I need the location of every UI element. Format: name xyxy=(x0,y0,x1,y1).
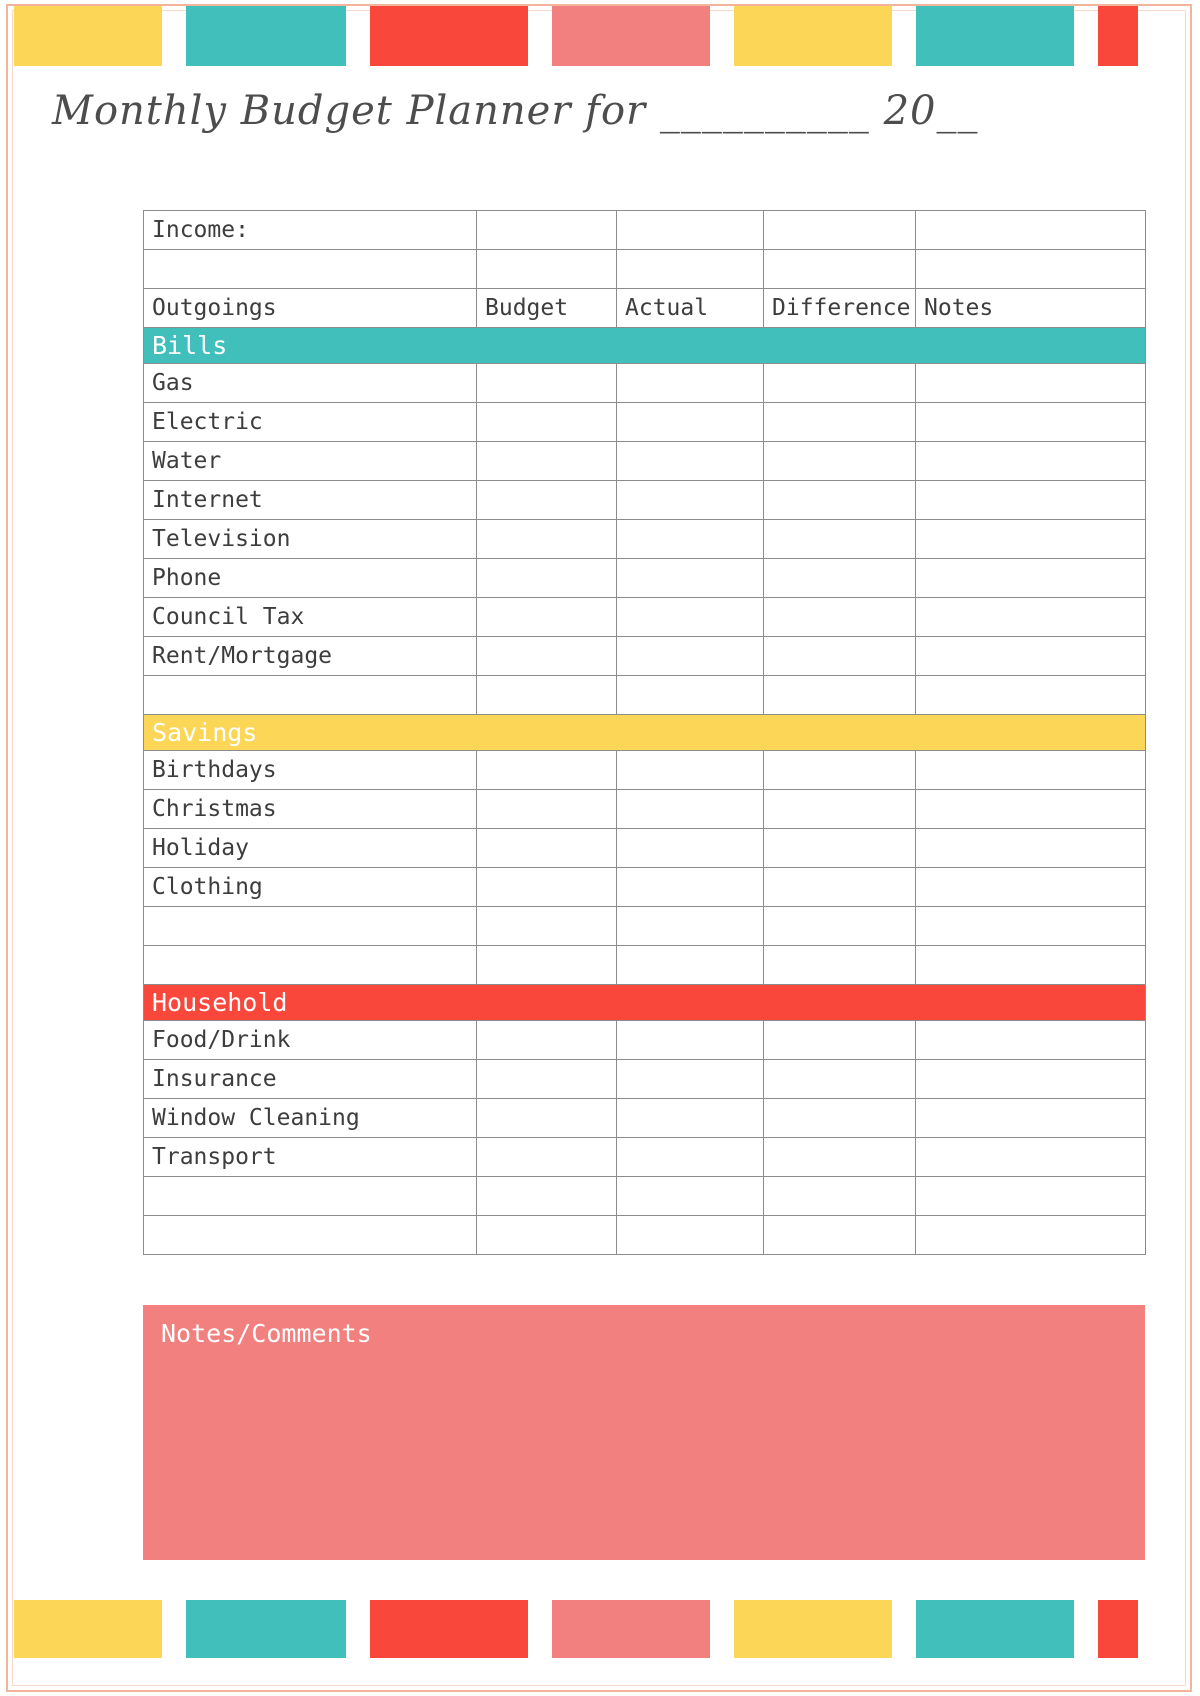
value-cell[interactable] xyxy=(916,1060,1146,1099)
value-cell[interactable] xyxy=(764,442,916,481)
value-cell[interactable] xyxy=(916,829,1146,868)
color-block xyxy=(1098,6,1138,66)
income-label: Income: xyxy=(144,211,477,250)
value-cell[interactable] xyxy=(477,1216,617,1255)
value-cell[interactable] xyxy=(477,520,617,559)
table-row xyxy=(144,676,1146,715)
color-block xyxy=(552,6,710,66)
row-label: Window Cleaning xyxy=(144,1099,477,1138)
income-value-cell[interactable] xyxy=(764,211,916,250)
table-row xyxy=(144,250,1146,289)
value-cell[interactable] xyxy=(617,1138,764,1177)
blank-cell[interactable] xyxy=(617,250,764,289)
table-row xyxy=(144,1138,1146,1177)
value-cell[interactable] xyxy=(764,364,916,403)
value-cell[interactable] xyxy=(916,751,1146,790)
value-cell[interactable] xyxy=(477,481,617,520)
top-color-strip xyxy=(14,6,1162,66)
color-block xyxy=(14,1600,162,1658)
notes-label: Notes/Comments xyxy=(161,1319,372,1348)
color-block xyxy=(734,1600,892,1658)
value-cell[interactable] xyxy=(477,598,617,637)
value-cell[interactable] xyxy=(916,1216,1146,1255)
budget-table xyxy=(143,210,1146,1255)
value-cell[interactable] xyxy=(477,868,617,907)
row-label: Holiday xyxy=(144,829,477,868)
value-cell[interactable] xyxy=(764,481,916,520)
color-block xyxy=(186,1600,346,1658)
value-cell[interactable] xyxy=(764,637,916,676)
value-cell[interactable] xyxy=(617,364,764,403)
section-title: Bills xyxy=(144,328,1146,364)
value-cell[interactable] xyxy=(916,790,1146,829)
value-cell[interactable] xyxy=(477,751,617,790)
value-cell[interactable] xyxy=(477,1021,617,1060)
income-value-cell[interactable] xyxy=(916,211,1146,250)
value-cell[interactable] xyxy=(916,364,1146,403)
page-title: Monthly Budget Planner for __________ 20__ xyxy=(52,88,979,134)
blank-row-label[interactable] xyxy=(144,676,477,715)
value-cell[interactable] xyxy=(764,1021,916,1060)
value-cell[interactable] xyxy=(617,1060,764,1099)
table-row xyxy=(144,559,1146,598)
value-cell[interactable] xyxy=(916,481,1146,520)
value-cell[interactable] xyxy=(617,442,764,481)
value-cell[interactable] xyxy=(764,1138,916,1177)
table-header-row xyxy=(144,289,1146,328)
column-header: Actual xyxy=(617,289,764,328)
row-label: Water xyxy=(144,442,477,481)
value-cell[interactable] xyxy=(764,1177,916,1216)
value-cell[interactable] xyxy=(764,403,916,442)
table-row xyxy=(144,442,1146,481)
table-row xyxy=(144,598,1146,637)
table-row xyxy=(144,946,1146,985)
value-cell[interactable] xyxy=(916,637,1146,676)
value-cell[interactable] xyxy=(477,1060,617,1099)
table-row xyxy=(144,751,1146,790)
value-cell[interactable] xyxy=(916,1177,1146,1216)
value-cell[interactable] xyxy=(617,1177,764,1216)
value-cell[interactable] xyxy=(916,1099,1146,1138)
section-title: Savings xyxy=(144,715,1146,751)
section-title: Household xyxy=(144,985,1146,1021)
row-label: Christmas xyxy=(144,790,477,829)
value-cell[interactable] xyxy=(477,676,617,715)
blank-row-label[interactable] xyxy=(144,946,477,985)
section-header-row xyxy=(144,328,1146,364)
table-row xyxy=(144,790,1146,829)
notes-comments-box[interactable] xyxy=(143,1305,1145,1560)
income-value-cell[interactable] xyxy=(477,211,617,250)
column-header: Budget xyxy=(477,289,617,328)
table-row xyxy=(144,1216,1146,1255)
color-block xyxy=(370,6,528,66)
income-value-cell[interactable] xyxy=(617,211,764,250)
value-cell[interactable] xyxy=(617,559,764,598)
row-label: Gas xyxy=(144,364,477,403)
color-block xyxy=(734,6,892,66)
value-cell[interactable] xyxy=(477,1177,617,1216)
value-cell[interactable] xyxy=(764,907,916,946)
table-row xyxy=(144,1099,1146,1138)
section-header-row xyxy=(144,715,1146,751)
table-row xyxy=(144,481,1146,520)
value-cell[interactable] xyxy=(617,598,764,637)
value-cell[interactable] xyxy=(617,403,764,442)
blank-row-label[interactable] xyxy=(144,1177,477,1216)
income-row xyxy=(144,211,1146,250)
value-cell[interactable] xyxy=(764,829,916,868)
value-cell[interactable] xyxy=(916,403,1146,442)
blank-cell[interactable] xyxy=(477,250,617,289)
blank-cell[interactable] xyxy=(916,250,1146,289)
value-cell[interactable] xyxy=(916,907,1146,946)
value-cell[interactable] xyxy=(477,946,617,985)
color-block xyxy=(14,6,162,66)
value-cell[interactable] xyxy=(916,520,1146,559)
row-label: Food/Drink xyxy=(144,1021,477,1060)
value-cell[interactable] xyxy=(477,637,617,676)
blank-cell[interactable] xyxy=(144,250,477,289)
value-cell[interactable] xyxy=(764,676,916,715)
value-cell[interactable] xyxy=(764,790,916,829)
color-block xyxy=(552,1600,710,1658)
value-cell[interactable] xyxy=(916,598,1146,637)
table-row xyxy=(144,364,1146,403)
table-row xyxy=(144,637,1146,676)
blank-cell[interactable] xyxy=(764,250,916,289)
value-cell[interactable] xyxy=(617,1216,764,1255)
color-block xyxy=(1098,1600,1138,1658)
value-cell[interactable] xyxy=(617,751,764,790)
blank-row-label[interactable] xyxy=(144,907,477,946)
color-block xyxy=(916,6,1074,66)
value-cell[interactable] xyxy=(617,946,764,985)
value-cell[interactable] xyxy=(617,1021,764,1060)
value-cell[interactable] xyxy=(617,829,764,868)
row-label: Phone xyxy=(144,559,477,598)
color-block xyxy=(186,6,346,66)
color-block xyxy=(370,1600,528,1658)
value-cell[interactable] xyxy=(477,364,617,403)
row-label: Television xyxy=(144,520,477,559)
value-cell[interactable] xyxy=(477,907,617,946)
row-label: Birthdays xyxy=(144,751,477,790)
value-cell[interactable] xyxy=(477,559,617,598)
value-cell[interactable] xyxy=(477,790,617,829)
value-cell[interactable] xyxy=(764,751,916,790)
column-header: Outgoings xyxy=(144,289,477,328)
table-row xyxy=(144,1021,1146,1060)
value-cell[interactable] xyxy=(916,559,1146,598)
value-cell[interactable] xyxy=(617,907,764,946)
value-cell[interactable] xyxy=(477,1138,617,1177)
value-cell[interactable] xyxy=(617,637,764,676)
table-row xyxy=(144,907,1146,946)
row-label: Rent/Mortgage xyxy=(144,637,477,676)
table-row xyxy=(144,1060,1146,1099)
value-cell[interactable] xyxy=(477,403,617,442)
value-cell[interactable] xyxy=(617,790,764,829)
value-cell[interactable] xyxy=(764,520,916,559)
row-label: Electric xyxy=(144,403,477,442)
value-cell[interactable] xyxy=(916,1138,1146,1177)
table-row xyxy=(144,403,1146,442)
value-cell[interactable] xyxy=(617,868,764,907)
row-label: Clothing xyxy=(144,868,477,907)
value-cell[interactable] xyxy=(477,829,617,868)
value-cell[interactable] xyxy=(916,442,1146,481)
value-cell[interactable] xyxy=(764,1099,916,1138)
value-cell[interactable] xyxy=(916,868,1146,907)
table-row xyxy=(144,1177,1146,1216)
bottom-color-strip xyxy=(14,1600,1162,1658)
value-cell[interactable] xyxy=(477,442,617,481)
value-cell[interactable] xyxy=(764,1216,916,1255)
value-cell[interactable] xyxy=(617,520,764,559)
row-label: Council Tax xyxy=(144,598,477,637)
value-cell[interactable] xyxy=(916,946,1146,985)
column-header: Difference xyxy=(764,289,916,328)
value-cell[interactable] xyxy=(916,1021,1146,1060)
table-row xyxy=(144,520,1146,559)
value-cell[interactable] xyxy=(764,559,916,598)
table-row xyxy=(144,868,1146,907)
section-header-row xyxy=(144,985,1146,1021)
value-cell[interactable] xyxy=(916,676,1146,715)
value-cell[interactable] xyxy=(764,946,916,985)
value-cell[interactable] xyxy=(477,1099,617,1138)
table-row xyxy=(144,829,1146,868)
value-cell[interactable] xyxy=(764,598,916,637)
row-label: Insurance xyxy=(144,1060,477,1099)
value-cell[interactable] xyxy=(617,676,764,715)
color-block xyxy=(916,1600,1074,1658)
row-label: Internet xyxy=(144,481,477,520)
blank-row-label[interactable] xyxy=(144,1216,477,1255)
value-cell[interactable] xyxy=(617,481,764,520)
column-header: Notes xyxy=(916,289,1146,328)
value-cell[interactable] xyxy=(764,868,916,907)
value-cell[interactable] xyxy=(764,1060,916,1099)
value-cell[interactable] xyxy=(617,1099,764,1138)
row-label: Transport xyxy=(144,1138,477,1177)
